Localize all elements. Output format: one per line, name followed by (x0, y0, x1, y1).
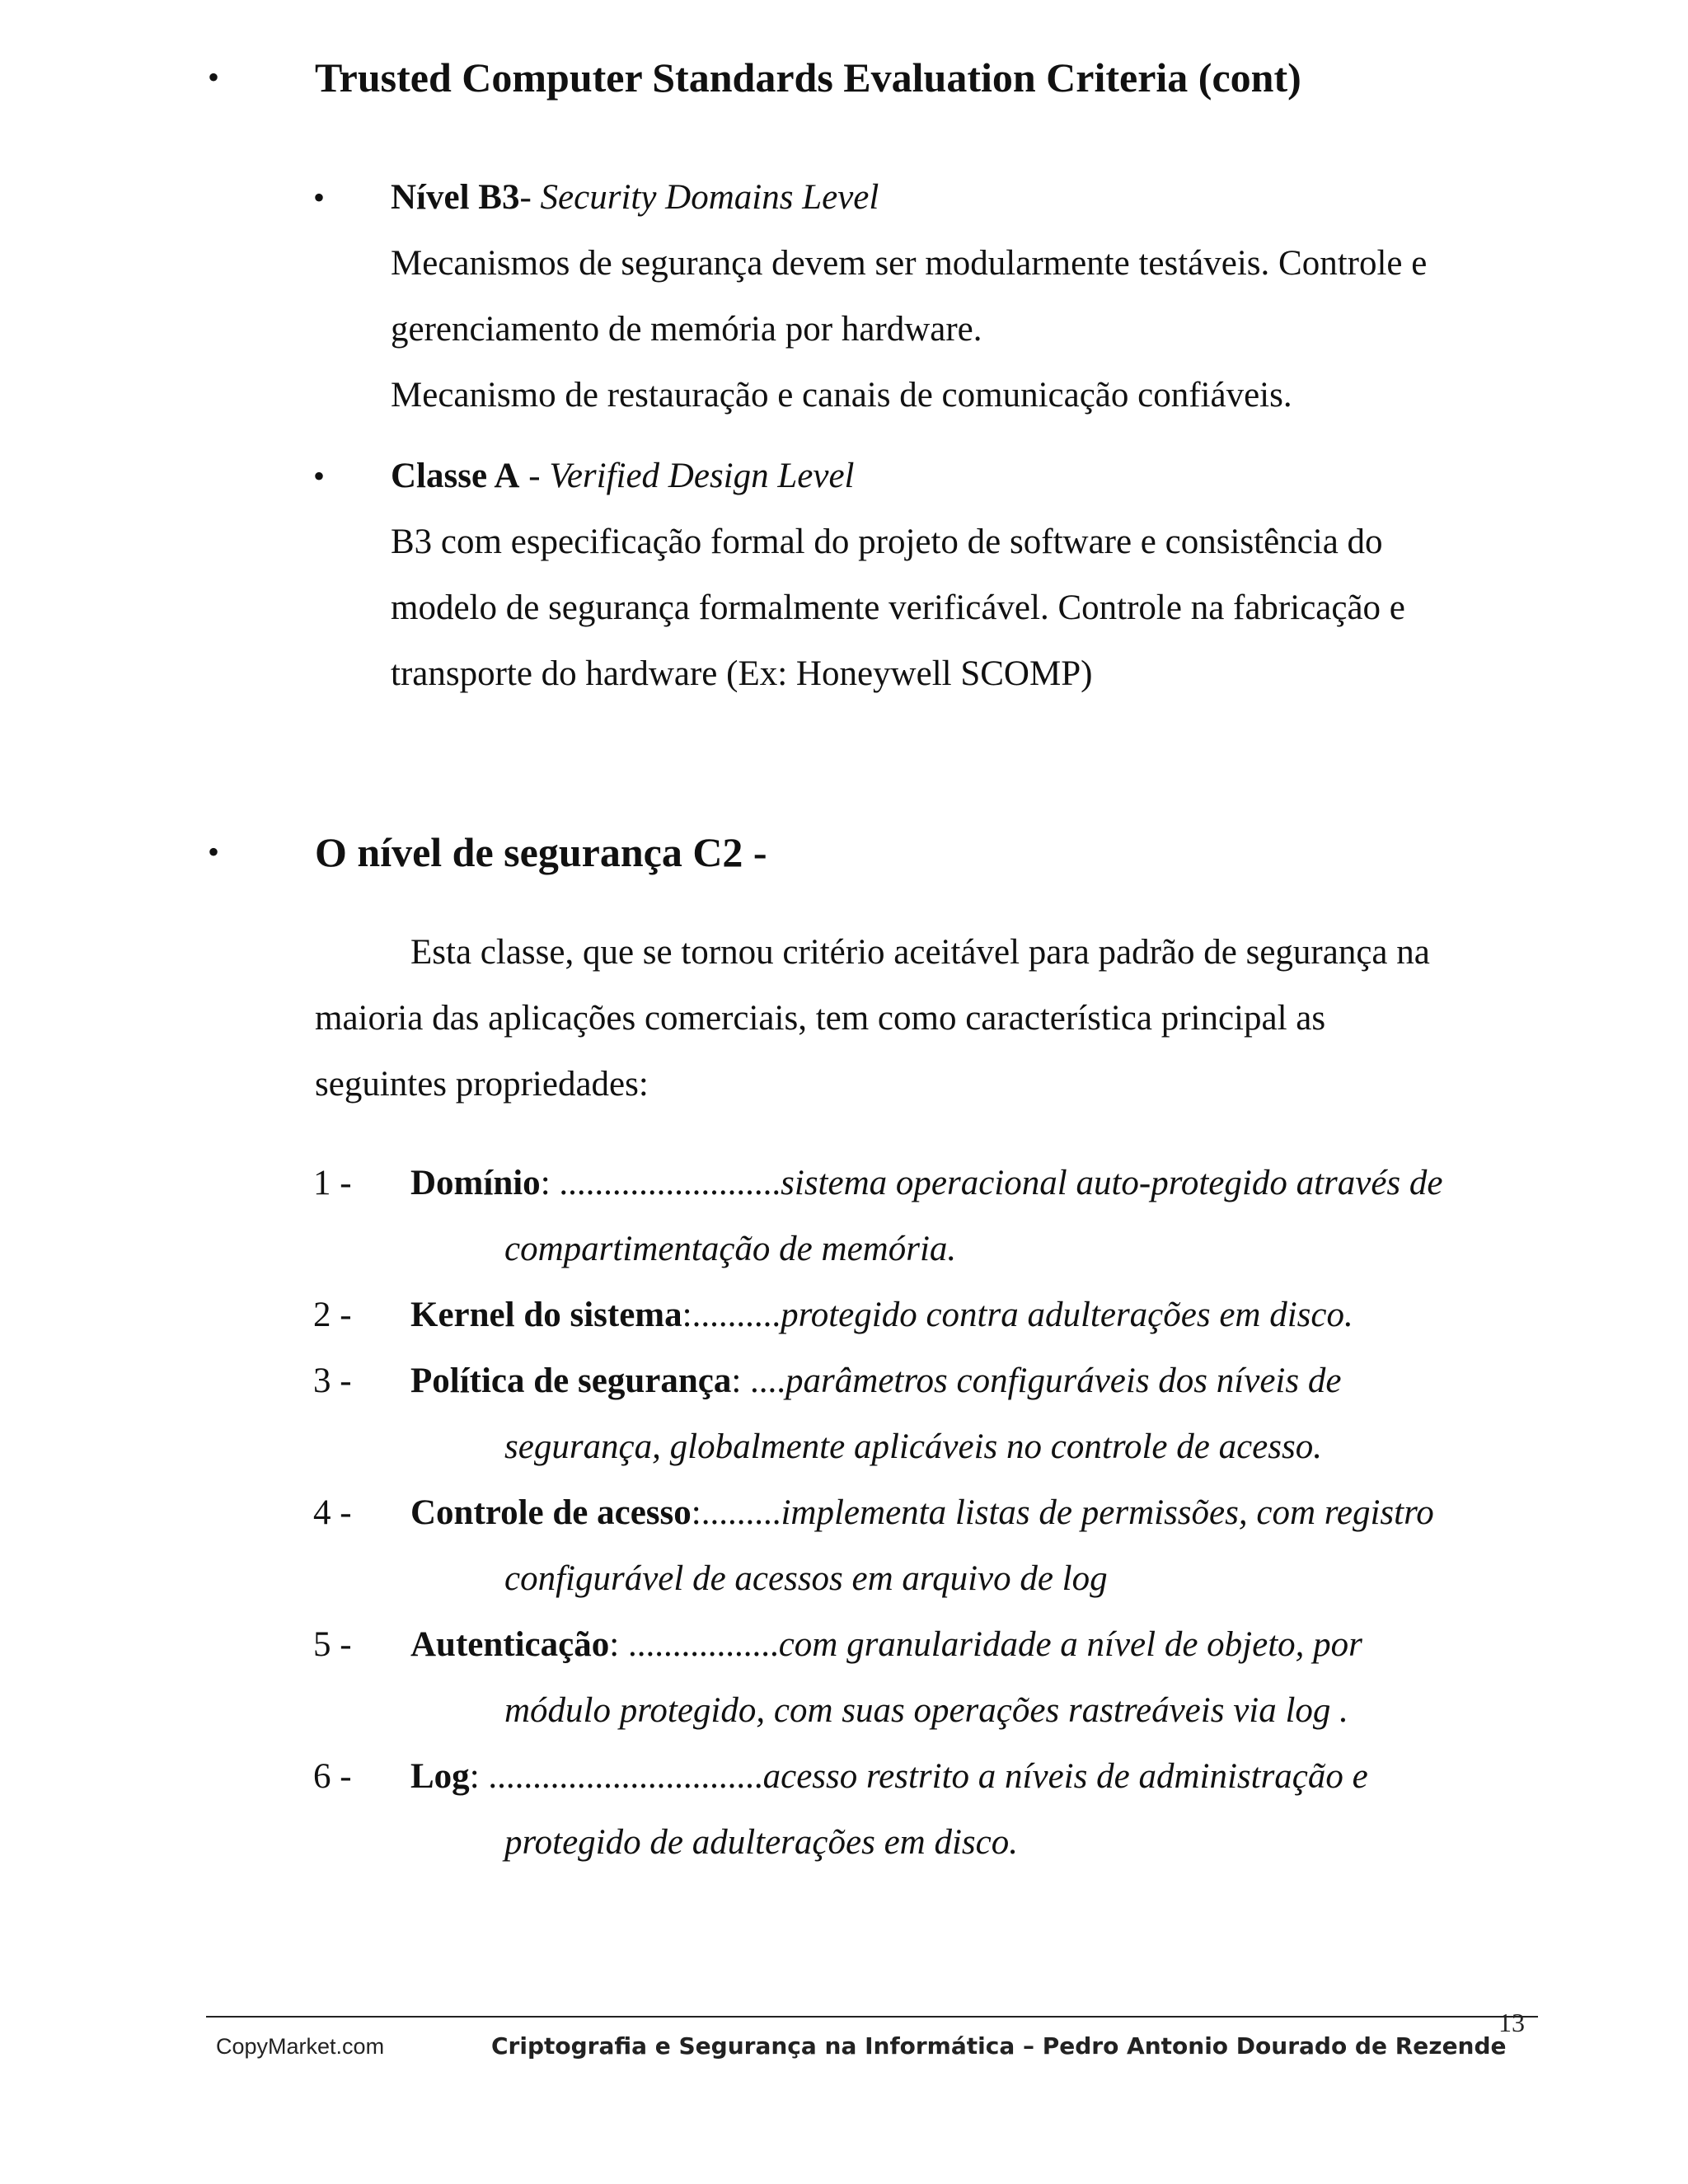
level-b3-block (391, 165, 1545, 429)
paragraph-line: B3 com especificação formal do projeto de software e consistência do (391, 523, 1383, 561)
item-line (410, 1480, 1434, 1546)
item-continuation: segurança, globalmente aplicáveis no controle de acesso. (504, 1427, 1322, 1466)
level-heading (391, 443, 1545, 509)
item-dots: ......................... (550, 1164, 781, 1202)
intro-paragraph (315, 920, 1568, 1118)
item-continuation: configurável de acessos em arquivo de log (504, 1559, 1108, 1598)
item-number: 5 - (313, 1625, 352, 1664)
item-separator: : (731, 1361, 742, 1400)
item-description: implementa listas de permissões, com registro (781, 1493, 1434, 1532)
class-a-block (391, 443, 1545, 707)
item-description: protegido contra adulterações em disco. (781, 1296, 1353, 1334)
item-description: parâmetros configuráveis dos níveis de (785, 1361, 1342, 1400)
item-term: Log (410, 1757, 470, 1796)
footer-site: CopyMarket.com (216, 2034, 385, 2059)
item-term: Controle de acesso (410, 1493, 692, 1532)
paragraph-line: Esta classe, que se tornou critério aceitável para padrão de segurança na (410, 933, 1430, 972)
item-dots: ............................... (479, 1757, 763, 1796)
item-dots: ......... (701, 1493, 781, 1532)
item-continuation: módulo protegido, com suas operações rastreáveis via log . (504, 1691, 1348, 1730)
list-bullet: • (313, 179, 326, 216)
item-line (410, 1151, 1443, 1216)
paragraph-line: modelo de segurança formalmente verificável. Controle na fabricação e (391, 588, 1405, 627)
item-dots: ................. (619, 1625, 779, 1664)
paragraph-line: maioria das aplicações comerciais, tem como característica principal as (315, 999, 1326, 1038)
item-separator: : (469, 1757, 480, 1796)
item-number: 6 - (313, 1757, 352, 1796)
level-subtitle: Security Domains Level (540, 178, 879, 217)
section-title: Trusted Computer Standards Evaluation Criteria (cont) (315, 54, 1301, 101)
item-term: Política de segurança (410, 1361, 732, 1400)
item-line (410, 1282, 1353, 1348)
item-term: Autenticação (410, 1625, 610, 1664)
paragraph-line: Mecanismos de segurança devem ser modularmente testáveis. Controle e (391, 244, 1428, 283)
section-bullet: • (208, 59, 220, 96)
level-separator: - (519, 457, 550, 495)
item-term: Domínio (410, 1164, 541, 1202)
item-line (410, 1348, 1341, 1414)
item-number: 4 - (313, 1493, 352, 1532)
level-separator: - (519, 178, 541, 217)
section-bullet: • (208, 833, 220, 870)
item-separator: : (609, 1625, 620, 1664)
item-number: 3 - (313, 1361, 352, 1400)
item-dots: .......... (692, 1296, 781, 1334)
section-title: O nível de segurança C2 - (315, 829, 767, 875)
paragraph-line: gerenciamento de memória por hardware. (391, 310, 982, 349)
item-description: com granularidade a nível de objeto, por (778, 1625, 1362, 1664)
footer-book-title: Criptografia e Segurança na Informática – Pedro Antonio Dourado de Rezende (491, 2032, 1507, 2060)
item-number: 2 - (313, 1296, 352, 1334)
page-number: 13 (1498, 2008, 1525, 2037)
item-separator: : (682, 1296, 692, 1334)
level-heading (391, 165, 1545, 231)
item-number: 1 - (313, 1164, 352, 1202)
paragraph-line: transporte do hardware (Ex: Honeywell SCOMP) (391, 654, 1093, 693)
level-subtitle: Verified Design Level (549, 457, 855, 495)
paragraph-line: seguintes propriedades: (315, 1065, 649, 1104)
item-description: acesso restrito a níveis de administração e (762, 1757, 1368, 1796)
footer-divider (206, 2016, 1538, 2018)
item-description: sistema operacional auto-protegido através de (781, 1164, 1443, 1202)
item-dots: .... (741, 1361, 786, 1400)
level-label: Classe A (391, 457, 520, 495)
item-line (410, 1612, 1362, 1678)
item-term: Kernel do sistema (410, 1296, 682, 1334)
paragraph-line: Mecanismo de restauração e canais de comunicação confiáveis. (391, 376, 1292, 415)
item-continuation: protegido de adulterações em disco. (504, 1823, 1018, 1862)
item-separator: : (691, 1493, 701, 1532)
list-bullet: • (313, 457, 326, 494)
item-continuation: compartimentação de memória. (504, 1230, 957, 1268)
item-separator: : (540, 1164, 551, 1202)
level-label: Nível B3 (391, 178, 520, 217)
item-line (410, 1744, 1368, 1810)
